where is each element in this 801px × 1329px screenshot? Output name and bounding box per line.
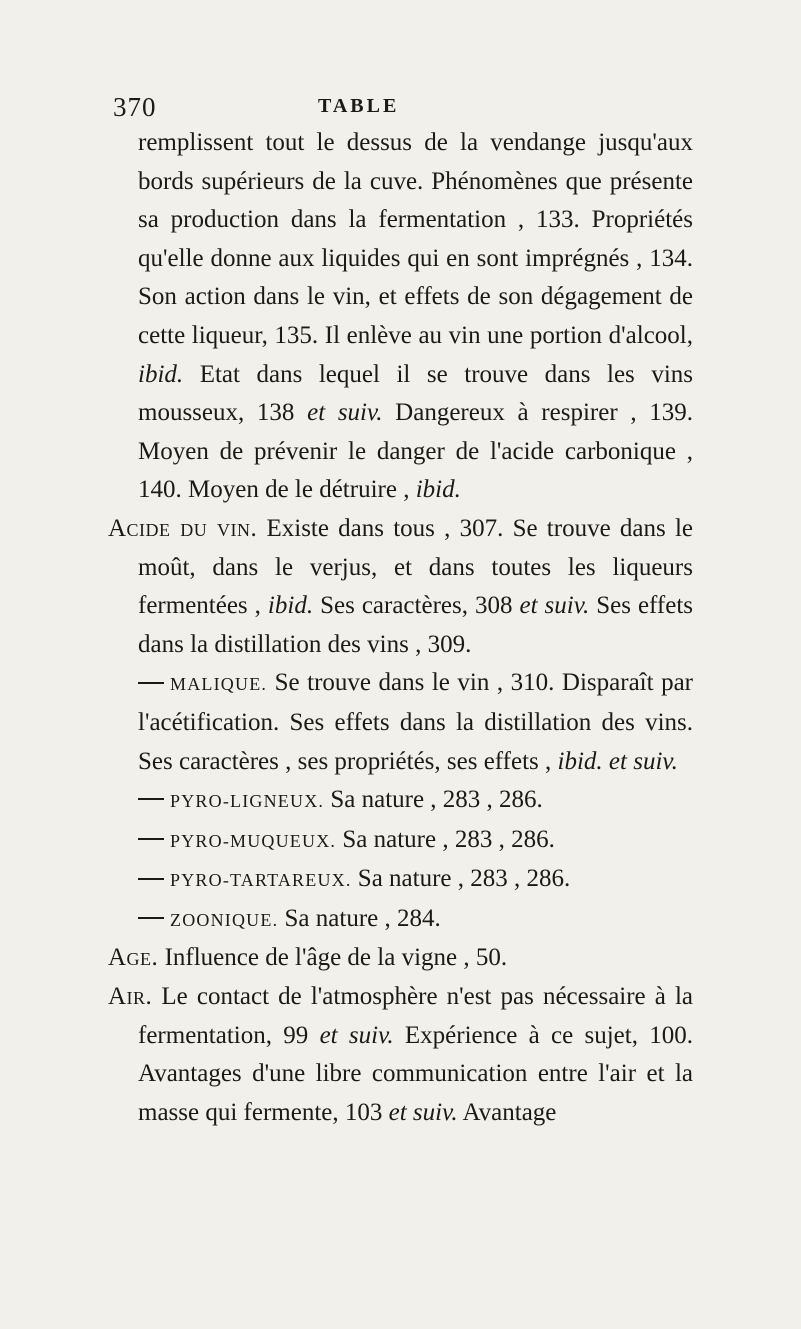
entry-text: Dangereux à respirer , 139. Moyen de prévenir le danger de l'acide carbonique , 140. Moyen de le détruire , — [138, 399, 693, 504]
entry-text: Sa nature , 283 , 286. — [351, 865, 571, 893]
index-sub-entry — [108, 664, 693, 781]
entry-text: Expérience à ce sujet, 100. Avantages d'une libre communication entre l'air et la masse qui fermente, 103 — [138, 1021, 693, 1126]
index-sub-entry — [108, 781, 693, 821]
index-headword: ZOONIQUE. — [170, 909, 279, 930]
index-entry — [108, 510, 693, 664]
entry-text: Influence de l'âge de la vigne , 50. — [158, 944, 508, 972]
italic-reference: ibid. et suiv. — [557, 747, 678, 775]
page-number: 370 — [113, 92, 157, 122]
italic-reference: ibid. — [138, 360, 184, 388]
entry-text: Se trouve dans le vin , 310. Disparaît par l'acétification. Ses effets dans la distillation des vins. Ses caractères , ses propriétés, ses effets , — [138, 669, 693, 775]
entry-text: Sa nature , 283 , 286. — [324, 786, 543, 814]
index-headword: MALIQUE. — [170, 674, 268, 695]
italic-reference: et suiv. — [519, 592, 590, 620]
index-sub-entry — [108, 900, 693, 940]
index-entry-continuation — [108, 124, 693, 510]
index-headword: PYRO-TARTAREUX. — [170, 870, 352, 891]
index-text — [108, 124, 693, 1132]
entry-text: Ses effets dans la distillation des vins , 309. — [138, 592, 694, 658]
entry-text: Sa nature , 284. — [278, 904, 441, 932]
italic-reference: et suiv. — [388, 1098, 458, 1126]
entry-text: Existe dans tous , 307. Se trouve dans le moût, dans le verjus, et dans toutes les liqueurs fermentées , — [138, 514, 693, 620]
index-entry — [108, 939, 693, 978]
ditto-dash — [138, 917, 164, 919]
index-sub-entry — [108, 860, 693, 900]
entry-text: Ses caractères, 308 — [313, 592, 520, 620]
ditto-dash — [138, 798, 164, 800]
entry-text: Sa nature , 283 , 286. — [336, 825, 555, 853]
index-headword: Age. — [108, 944, 159, 972]
ditto-dash — [138, 878, 164, 880]
entry-text: Le contact de l'atmosphère n'est pas nécessaire à la fermentation, 99 — [138, 983, 693, 1049]
index-headword: PYRO-MUQUEUX. — [170, 830, 337, 851]
index-headword: Air. — [108, 983, 153, 1011]
italic-reference: et suiv. — [307, 399, 383, 427]
index-headword: PYRO-LIGNEUX. — [170, 791, 325, 812]
running-head: TABLE — [318, 95, 400, 117]
entry-text: remplissent tout le dessus de la vendange jusqu'aux bords supérieurs de la cuve. Phénomènes que présente sa production dans la fermentation , 133. Propriétés qu'elle donne aux liquides qui en sont imprégnés , 134. Son action dans le vin, et effets de son dégagement de cette liqueur, 135. Il enlève au vin une portion d'alcool, — [138, 129, 693, 349]
index-headword: Acide du vin. — [108, 514, 258, 542]
entry-text: Avantage — [457, 1098, 557, 1126]
page-header — [113, 92, 673, 128]
index-entry — [108, 978, 693, 1132]
italic-reference: et suiv. — [319, 1021, 394, 1049]
entry-text: Etat dans lequel il se trouve dans les vins mousseux, 138 — [138, 360, 693, 427]
ditto-dash — [138, 682, 164, 684]
index-sub-entry — [108, 821, 693, 861]
ditto-dash — [138, 838, 164, 840]
italic-reference: ibid. — [267, 592, 314, 620]
italic-reference: ibid. — [415, 476, 461, 504]
